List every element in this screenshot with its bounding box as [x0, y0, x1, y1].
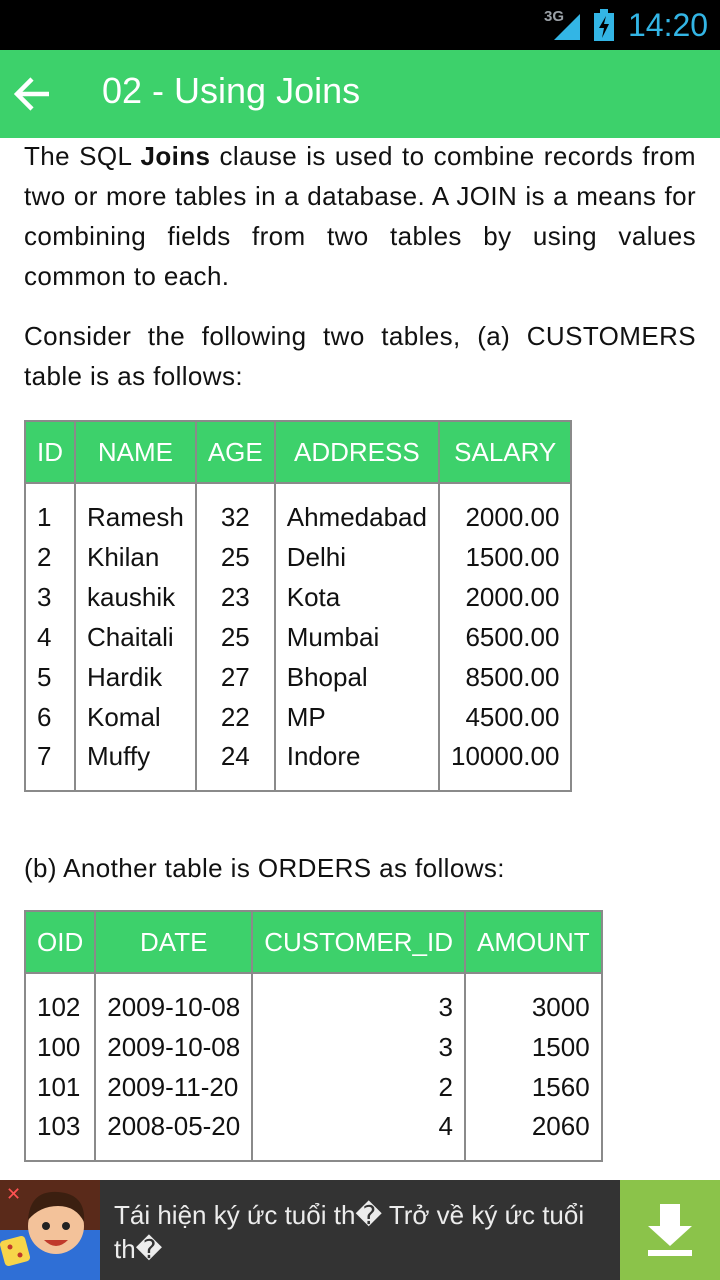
- table-row: [25, 617, 571, 657]
- cell: 101: [25, 1067, 95, 1107]
- cell: 1560: [465, 1067, 602, 1107]
- cell: 6500.00: [439, 617, 571, 657]
- cell: Delhi: [275, 537, 439, 577]
- cell: 3: [252, 1027, 465, 1067]
- cell: 1500: [465, 1027, 602, 1067]
- cell: 2: [252, 1067, 465, 1107]
- cell: Indore: [275, 737, 439, 791]
- download-button[interactable]: [620, 1180, 720, 1280]
- cell: 8500.00: [439, 657, 571, 697]
- cell: 25: [196, 537, 275, 577]
- download-icon: [648, 1204, 692, 1256]
- column-header: NAME: [75, 421, 196, 483]
- cell: 1500.00: [439, 537, 571, 577]
- table-row: [25, 1027, 602, 1067]
- cell: 3: [252, 973, 465, 1027]
- status-bar: [0, 0, 720, 50]
- cell: Komal: [75, 697, 196, 737]
- cell: Mumbai: [275, 617, 439, 657]
- table-row: [25, 973, 602, 1027]
- clock: 14:20: [628, 7, 709, 43]
- cell: Hardik: [75, 657, 196, 697]
- cell: 23: [196, 577, 275, 617]
- ad-text[interactable]: Tái hiện ký ức tuổi th� Trở về ký ức tuổi th�: [114, 1200, 585, 1264]
- cell: 103: [25, 1107, 95, 1161]
- table-header-row: [25, 421, 571, 483]
- svg-text:✕: ✕: [6, 1184, 22, 1205]
- cell: 25: [196, 617, 275, 657]
- orders-intro-paragraph: (b) Another table is ORDERS as follows:: [24, 853, 505, 883]
- cell: 2009-11-20: [95, 1067, 252, 1107]
- cell: 32: [196, 483, 275, 537]
- cell: 7: [25, 737, 75, 791]
- cell: 10000.00: [439, 737, 571, 791]
- cell: 2060: [465, 1107, 602, 1161]
- cell: Ramesh: [75, 483, 196, 537]
- column-header: AGE: [196, 421, 275, 483]
- cell: 100: [25, 1027, 95, 1067]
- battery-charging-icon: [594, 9, 614, 41]
- table-header-row: [25, 911, 602, 973]
- cell: kaushik: [75, 577, 196, 617]
- cell: Kota: [275, 577, 439, 617]
- column-header: DATE: [95, 911, 252, 973]
- cell: 3000: [465, 973, 602, 1027]
- table-row: [25, 1107, 602, 1161]
- table-row: [25, 1067, 602, 1107]
- table-row: [25, 537, 571, 577]
- column-header: OID: [25, 911, 95, 973]
- game-character-icon[interactable]: [0, 1180, 100, 1280]
- column-header: ID: [25, 421, 75, 483]
- article-content[interactable]: [24, 138, 696, 1180]
- cell: 3: [25, 577, 75, 617]
- cell: 27: [196, 657, 275, 697]
- column-header: AMOUNT: [465, 911, 602, 973]
- customers-table: [24, 420, 572, 792]
- cell: Ahmedabad: [275, 483, 439, 537]
- orders-table: [24, 910, 603, 1162]
- cell: 1: [25, 483, 75, 537]
- cell: 2000.00: [439, 577, 571, 617]
- intro-bold-term: Joins: [140, 141, 211, 171]
- cell: 2008-05-20: [95, 1107, 252, 1161]
- cell: 2009-10-08: [95, 973, 252, 1027]
- app-bar: [0, 50, 720, 138]
- page-title: 02 - Using Joins: [102, 70, 361, 111]
- cell: 4: [25, 617, 75, 657]
- cell: Khilan: [75, 537, 196, 577]
- cell: 2000.00: [439, 483, 571, 537]
- cell: MP: [275, 697, 439, 737]
- network-type: 3G: [544, 8, 565, 25]
- cell: 2: [25, 537, 75, 577]
- intro-paragraph: [24, 138, 696, 296]
- cell: 24: [196, 737, 275, 791]
- ad-banner[interactable]: [0, 1180, 720, 1280]
- intro-text-start: The SQL: [24, 141, 141, 171]
- column-header: ADDRESS: [275, 421, 439, 483]
- table-row: [25, 697, 571, 737]
- cell: 22: [196, 697, 275, 737]
- signal-icon: [554, 14, 580, 40]
- cell: 102: [25, 973, 95, 1027]
- cell: 5: [25, 657, 75, 697]
- table-row: [25, 577, 571, 617]
- cell: 4: [252, 1107, 465, 1161]
- table-row: [25, 483, 571, 537]
- cell: Chaitali: [75, 617, 196, 657]
- intro-text-end: clause is used to combine records from two or more tables in a database. A JOIN is a means for combining fields from two tables by using values common to each.: [24, 141, 696, 291]
- cell: Bhopal: [275, 657, 439, 697]
- column-header: SALARY: [439, 421, 571, 483]
- back-arrow-icon[interactable]: [14, 76, 52, 112]
- cell: 2009-10-08: [95, 1027, 252, 1067]
- table-row: [25, 657, 571, 697]
- cell: Muffy: [75, 737, 196, 791]
- table-row: [25, 737, 571, 791]
- cell: 6: [25, 697, 75, 737]
- column-header: CUSTOMER_ID: [252, 911, 465, 973]
- cell: 4500.00: [439, 697, 571, 737]
- consider-paragraph: Consider the following two tables, (a) CUSTOMERS table is as follows:: [24, 321, 696, 391]
